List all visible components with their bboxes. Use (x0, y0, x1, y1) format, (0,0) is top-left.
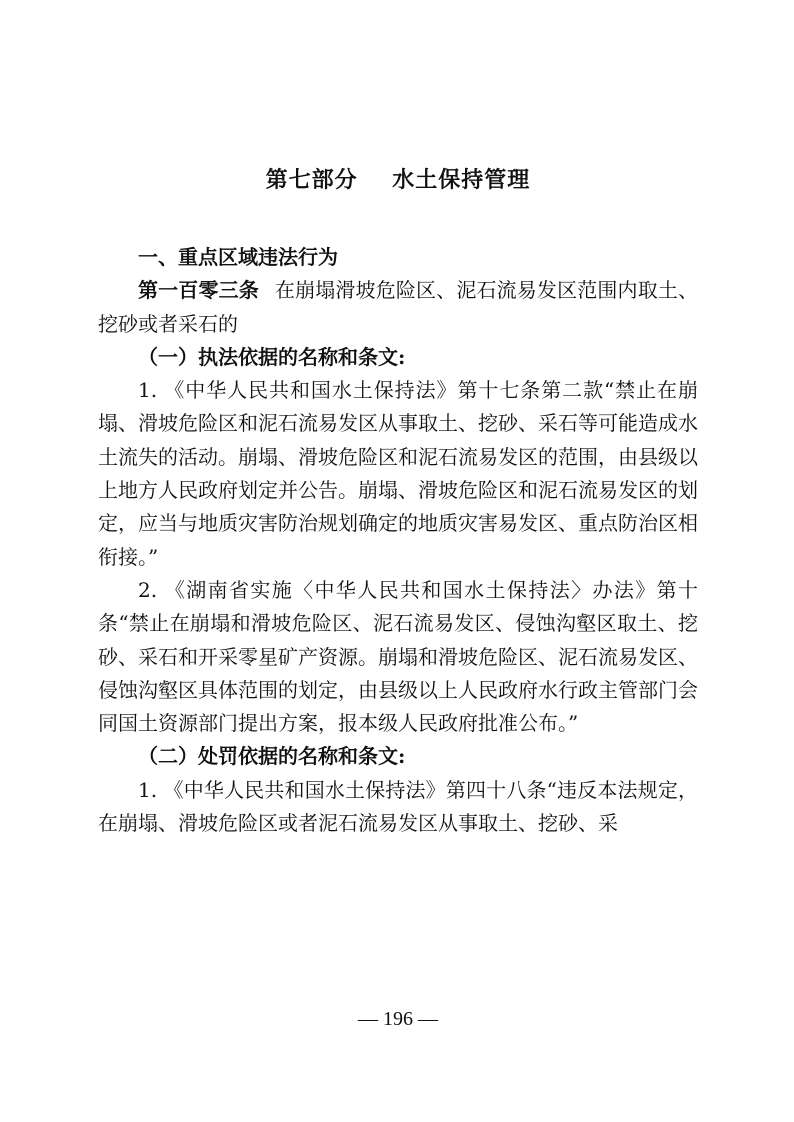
page-number: — 196 — (358, 1008, 438, 1030)
penalty-basis-item-1: 1. 《中华人民共和国水土保持法》第四十八条“违反本法规定，在崩塌、滑坡危险区或者泥石流易发区从事取土、挖砂、采 (98, 777, 698, 836)
law-basis-item-1: 1. 《中华人民共和国水土保持法》第十七条第二款“禁止在崩塌、滑坡危险区和泥石流易发区从事取土、挖砂、采石等可能造成水土流失的活动。崩塌、滑坡危险区和泥石流易发区的范围，由县级以上地方人民政府划定并公告。崩塌、滑坡危险区和泥石流易发区的划定，应当与地质灾害防治规划确定的地质灾害易发区、重点防治区相衔接。” (98, 378, 698, 569)
article-paragraph (98, 274, 698, 341)
article-number: 第一百零三条 (138, 278, 259, 303)
document-body (98, 241, 698, 840)
law-basis-heading: （一）执法依据的名称和条文: (138, 344, 406, 369)
part-title: 第七部分 水土保持管理 (265, 168, 531, 193)
document-page (98, 0, 698, 1122)
law-basis-item-2: 2. 《湖南省实施〈中华人民共和国水土保持法〉办法》第十条“禁止在崩塌和滑坡危险区、泥石流易发区、侵蚀沟壑区取土、挖砂、采石和开采零星矿产资源。崩塌和滑坡危险区、泥石流易发区、侵蚀沟壑区具体范围的划定，由县级以上人民政府水行政主管部门会同国土资源部门提出方案，报本级人民政府批准公布。” (98, 577, 698, 736)
penalty-basis-heading: （二）处罚依据的名称和条文: (138, 744, 406, 769)
article-text: 在崩塌滑坡危险区、泥石流易发区范围内取土、挖砂或者采石的 (98, 278, 699, 336)
section-heading: 一、重点区域违法行为 (138, 245, 338, 269)
